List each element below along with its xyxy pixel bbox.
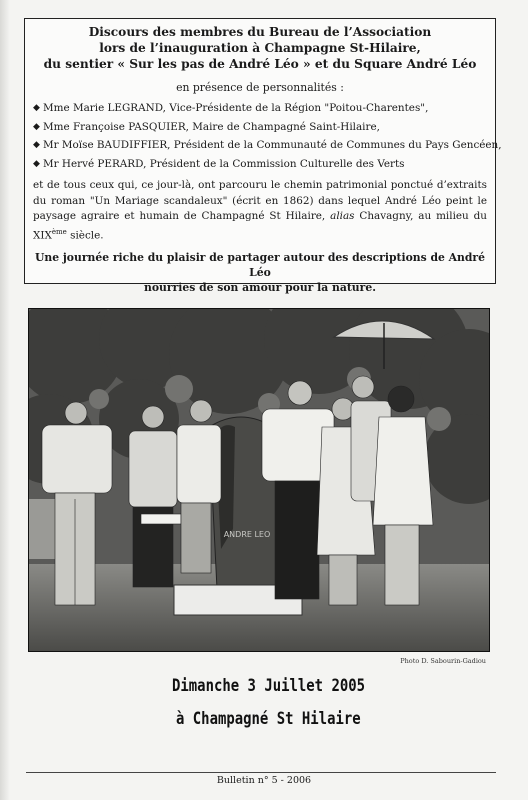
diamond-bullet-icon: ◆ [33, 121, 40, 132]
list-item: ◆ Mme Marie LEGRAND, Vice-Présidente de la Région "Poitou-Charentes", [33, 99, 487, 118]
century-superscript: ème [51, 227, 67, 236]
list-item: ◆ Mr Hervé PERARD, Président de la Commission Culturelle des Verts [33, 155, 487, 174]
list-item: ◆ Mme Françoise PASQUIER, Maire de Champagné Saint-Hilaire, [33, 118, 487, 137]
alias-word: alias [330, 210, 355, 222]
box-title [33, 24, 487, 72]
diamond-bullet-icon: ◆ [33, 103, 40, 113]
personalities-list [33, 99, 502, 173]
diamond-bullet-icon: ◆ [33, 140, 40, 150]
speech-box [24, 18, 502, 295]
person-2 [129, 406, 181, 587]
list-item: ◆ Mr Moïse BAUDIFFIER, Président de la Communauté de Communes du Pays Gencéen, [33, 136, 487, 155]
title-line-1: Discours des membres du Bureau de l’Association [88, 25, 432, 39]
photo-credit: Photo D. Sabourin-Gadiou [400, 657, 486, 665]
closing-statement: Une journée riche du plaisir de partager autour des descriptions de André Léo nourries de son amour pour la nature. [34, 251, 485, 295]
diamond-bullet-icon: ◆ [33, 158, 40, 169]
body-paragraph: et de tous ceux qui, ce jour-là, ont parcouru le chemin patrimonial ponctué d’extraits du roman "Un Mariage scandaleux" (écrit en 1862) dans lequel André Léo peint le paysage agraire et humain de Champagné St Hilaire, alias Chavagny, au milieu du XIXème siècle. [33, 179, 487, 241]
footer-rule [26, 772, 496, 773]
stone-inscription: ANDRE LEO [223, 530, 271, 539]
presence-line: en présence de personnalités : [176, 81, 344, 94]
group-photo-drawing [29, 309, 489, 651]
event-place: à Champagné St Hilaire [176, 709, 361, 729]
title-line-2: lors de l’inauguration à Champagne St-Hilaire, [99, 41, 421, 55]
title-line-3: du sentier « Sur les pas de André Léo » et du Square André Léo [43, 57, 477, 71]
event-date: Dimanche 3 Juillet 2005 [172, 676, 366, 696]
bulletin-footer: Bulletin n° 5 - 2006 [216, 775, 312, 786]
page-edge-shadow [0, 0, 10, 800]
group-photo [28, 308, 490, 652]
